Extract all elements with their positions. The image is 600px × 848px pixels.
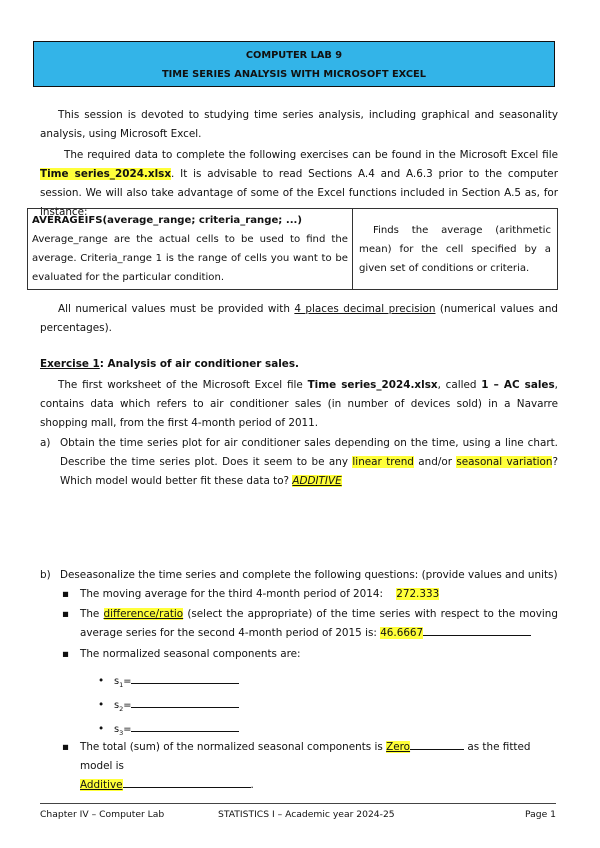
s1-sub: 1 [119,680,124,689]
b2-text-2: (select the appropriate) of the time series with respect to the moving average series for the second 4-month period of 2015 is: [80,608,558,639]
ex-text-3: , contains data which refers to air conditioner sales (in number of devices sold) in a Navarre shopping mall, from the first 4-month period of 2011. [40,379,558,429]
seasonal-components-question: The normalized seasonal components are: [80,648,301,660]
s1-label: s [114,676,120,687]
item-a-text [60,434,558,491]
a-text-3: ? Which model would better fit these data to? [60,456,558,487]
s2-blank[interactable] [131,696,239,708]
b4-text: The total (sum) of the normalized seasonal components is [80,741,387,753]
ex-text: The first worksheet of the Microsoft Excel file [58,379,308,391]
item-a-marker: a) [40,437,51,449]
bullet-dot-icon: • [98,675,105,687]
exercise-1-description [40,376,558,433]
s3-blank[interactable] [131,720,239,732]
excel-file-name: Time series_2024.xlsx [40,168,172,180]
exercise-1-heading [40,355,558,374]
intro-text-cont: . It is advisable to read Sections A.4 and A.6.3 prior to the computer session. We will also take advantage of some of the Excel functions included in Section A.5 as, for instance: [40,168,558,218]
answer-blank[interactable] [423,624,531,636]
footer-page-number: Page 1 [524,809,556,820]
precision-note [40,300,558,338]
moving-average-answer: 272.333 [396,588,440,600]
function-description: Average_range are the actual cells to be used to find the average. Criteria_range 1 is the range of cells you want to be evaluated for the particular condition. [32,234,348,283]
item-b-marker: b) [40,569,51,581]
model-blank[interactable] [123,776,251,788]
a-text-2: and/or [413,456,457,468]
bullet-icon: ▪ [62,608,70,620]
lab-title: TIME SERIES ANALYSIS WITH MICROSOFT EXCEL [161,69,426,80]
precision-text: All numerical values must be provided with [58,303,295,315]
b4-end: . [250,779,254,791]
s1-eq: = [123,676,132,687]
s3-label: s [114,724,120,735]
ex-sheet-name: 1 – AC sales [481,379,555,391]
footer-course: STATISTICS I – Academic year 2024-25 [218,809,395,820]
difference-ratio-question [80,605,558,643]
intro-text: The required data to complete the following exercises can be found in the Microsoft Excel file [64,149,558,161]
model-answer: Additive [80,779,123,791]
b4-text-2: as the fitted model is [80,741,531,772]
s2-eq: = [123,700,132,711]
bullet-dot-icon: • [98,723,105,735]
b1-text: The moving average for the third 4-month period of 2014: [80,588,383,600]
moving-average-question [80,585,558,604]
sum-blank[interactable] [410,738,464,750]
s2-sub: 2 [119,704,124,713]
seasonal-variation-highlight: seasonal variation [456,456,553,468]
precision-text-end: (numerical values and percentages). [40,303,559,334]
item-b-text: Deseasonalize the time series and complete the following questions: (provide values and units) [60,569,558,581]
ex-file-name: Time series_2024.xlsx [307,379,438,391]
a-text-1: Obtain the time series plot for air conditioner sales depending on the time, using a line chart. Describe the time series plot. Does it seem to be any [60,437,558,468]
bullet-icon: ▪ [62,648,70,660]
exercise-label: Exercise 1 [40,358,100,370]
footer-chapter: Chapter IV – Computer Lab [40,809,165,820]
bullet-icon: ▪ [62,588,70,600]
exercise-title: : Analysis of air conditioner sales. [99,358,299,370]
intro-paragraph-1: This session is devoted to studying time series analysis, including graphical and seasonality analysis, using Microsoft Excel. [40,109,558,140]
answer-additive: ADDITIVE [292,475,342,487]
difference-ratio-answer: 46.6667 [380,627,424,639]
s3-sub: 3 [119,728,124,737]
linear-trend-highlight: linear trend [352,456,414,468]
function-summary: Finds the average (arithmetic mean) for the cell specified by a given set of conditions or criteria. [353,209,558,290]
lab-number: COMPUTER LAB 9 [245,50,343,61]
sum-components-question [80,738,558,795]
s1-blank[interactable] [131,672,239,684]
bullet-dot-icon: • [98,699,105,711]
function-signature: AVERAGEIFS(average_range; criteria_range; ...) [32,215,302,226]
s1-field [114,672,239,695]
b2-text: The [80,608,104,620]
lab-title-banner [33,41,555,87]
ex-text-2: , called [437,379,482,391]
s2-label: s [114,700,120,711]
difference-ratio-choice: difference/ratio [103,608,184,620]
page-footer [40,803,556,820]
function-table [27,208,558,290]
s3-eq: = [123,724,132,735]
s2-field [114,696,239,719]
sum-answer: Zero [386,741,411,753]
bullet-icon: ▪ [62,741,70,753]
function-definition-cell [28,209,353,290]
precision-requirement: 4 places decimal precision [294,303,436,315]
